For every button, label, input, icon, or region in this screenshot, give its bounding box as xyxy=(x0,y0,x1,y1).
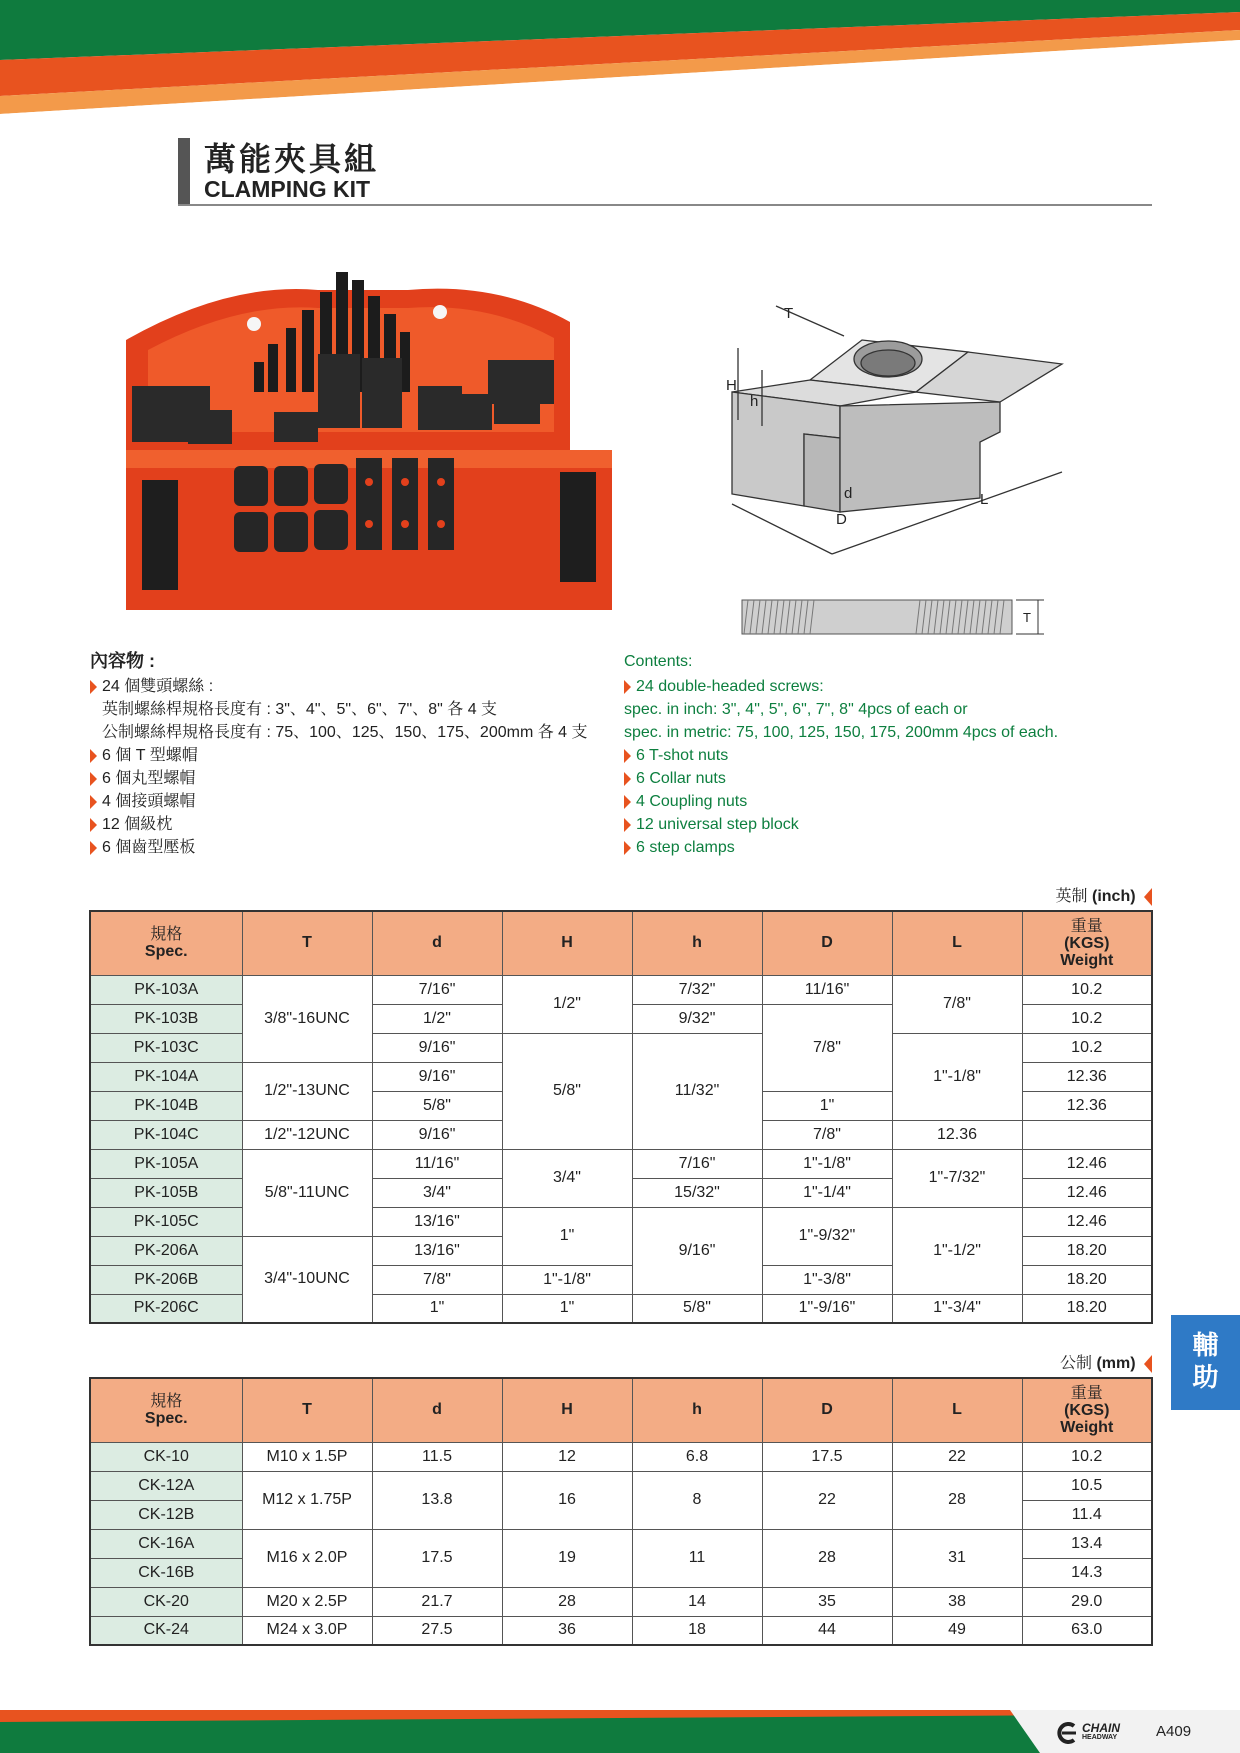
contents-item xyxy=(90,744,620,767)
col-header-L: L xyxy=(892,1378,1022,1442)
cell-h: 6.8 xyxy=(632,1442,762,1471)
dim-label-D: D xyxy=(836,511,847,528)
cell-weight: 10.2 xyxy=(1022,975,1152,1004)
header-band xyxy=(0,0,1240,120)
bullet-arrow-icon xyxy=(624,772,631,786)
category-side-tab[interactable] xyxy=(1171,1315,1240,1410)
title-divider xyxy=(178,204,1152,206)
cell-d: 9/16" xyxy=(372,1033,502,1062)
clamping-kit-photo xyxy=(118,262,612,616)
cell-weight: 12.46 xyxy=(1022,1149,1152,1178)
cell-d: 3/4" xyxy=(372,1178,502,1207)
contents-subitem: 英制螺絲桿規格長度有 : 3"、4"、5"、6"、7"、8" 各 4 支 xyxy=(102,701,498,718)
bullet-arrow-icon xyxy=(90,818,97,832)
cell-L: 1"-1/8" xyxy=(892,1033,1022,1120)
cell-H: 28 xyxy=(502,1587,632,1616)
footer-band xyxy=(0,1710,1240,1753)
table-row xyxy=(90,1616,1152,1645)
cell-H: 5/8" xyxy=(502,1033,632,1149)
cell-h: 9/32" xyxy=(632,1004,762,1033)
dim-label-h: h xyxy=(750,393,759,410)
cell-spec: PK-206A xyxy=(90,1236,242,1265)
page-title-en: CLAMPING KIT xyxy=(204,176,371,202)
cell-spec: PK-105C xyxy=(90,1207,242,1236)
cell-D: 22 xyxy=(762,1471,892,1529)
cell-h: 11/32" xyxy=(632,1033,762,1149)
cell-d: 9/16" xyxy=(372,1120,502,1149)
brand-subname: HEADWAY xyxy=(1082,1734,1118,1741)
unit-zh: 英制 xyxy=(1055,888,1088,905)
col-header-D: D xyxy=(762,911,892,975)
cell-T: M20 x 2.5P xyxy=(242,1587,372,1616)
contents-item-label: 6 T-shot nuts xyxy=(636,747,729,764)
cell-spec: CK-12B xyxy=(90,1500,242,1529)
cell-T: 3/8"-16UNC xyxy=(242,975,372,1062)
col-header-T: T xyxy=(242,911,372,975)
bullet-arrow-icon xyxy=(90,680,97,694)
cell-spec: CK-16A xyxy=(90,1529,242,1558)
bullet-arrow-icon xyxy=(624,680,631,694)
cell-H: 12 xyxy=(502,1442,632,1471)
contents-item xyxy=(624,675,1134,698)
cell-D: 1"-9/32" xyxy=(762,1207,892,1265)
cell-d: 5/8" xyxy=(372,1091,502,1120)
contents-item xyxy=(624,767,1134,790)
contents-item-label: 12 個級枕 xyxy=(102,816,173,833)
cell-weight: 11.4 xyxy=(1022,1500,1152,1529)
cell-d: 13/16" xyxy=(372,1207,502,1236)
contents-list-zh xyxy=(90,650,620,859)
cell-D: 7/8" xyxy=(762,1120,892,1149)
cell-weight: 13.4 xyxy=(1022,1529,1152,1558)
contents-subitem: spec. in inch: 3", 4", 5", 6", 7", 8" 4pcs of each or xyxy=(624,701,968,718)
cell-d: 11/16" xyxy=(372,1149,502,1178)
cell-H: 3/4" xyxy=(502,1149,632,1207)
contents-heading-zh: 內容物 : xyxy=(90,651,155,671)
cell-weight: 14.3 xyxy=(1022,1558,1152,1587)
cell-h: 5/8" xyxy=(632,1294,762,1323)
cell-d: 13/16" xyxy=(372,1236,502,1265)
cell-T: M16 x 2.0P xyxy=(242,1529,372,1587)
cell-weight: 29.0 xyxy=(1022,1587,1152,1616)
cell-d: 27.5 xyxy=(372,1616,502,1645)
inch-spec-table xyxy=(89,910,1153,1324)
cell-D: 44 xyxy=(762,1616,892,1645)
bullet-arrow-icon xyxy=(90,772,97,786)
contents-subitem: 公制螺絲桿規格長度有 : 75、100、125、150、175、200mm 各 4 支 xyxy=(102,724,588,741)
cell-L: 1"-1/2" xyxy=(892,1207,1022,1294)
cell-D: 35 xyxy=(762,1587,892,1616)
bullet-arrow-icon xyxy=(90,749,97,763)
cell-weight: 12.36 xyxy=(1022,1091,1152,1120)
contents-item xyxy=(624,836,1134,859)
cell-H: 19 xyxy=(502,1529,632,1587)
cell-d: 7/16" xyxy=(372,975,502,1004)
bullet-arrow-icon xyxy=(624,841,631,855)
cell-h: 14 xyxy=(632,1587,762,1616)
cell-spec: CK-20 xyxy=(90,1587,242,1616)
cell-weight: 10.2 xyxy=(1022,1033,1152,1062)
col-header-weight: 重量 (KGS) Weight xyxy=(1022,1378,1152,1442)
col-header-H: H xyxy=(502,1378,632,1442)
cell-h: 15/32" xyxy=(632,1178,762,1207)
col-header-spec: 規格 Spec. xyxy=(90,1378,242,1442)
cell-spec: PK-104A xyxy=(90,1062,242,1091)
col-header-weight: 重量 (KGS) Weight xyxy=(1022,911,1152,975)
cell-weight: 10.2 xyxy=(1022,1004,1152,1033)
cell-d: 9/16" xyxy=(372,1062,502,1091)
cell-T: M10 x 1.5P xyxy=(242,1442,372,1471)
cell-spec: PK-103B xyxy=(90,1004,242,1033)
cell-d: 21.7 xyxy=(372,1587,502,1616)
dim-label-d: d xyxy=(844,485,853,502)
contents-item-label: 6 step clamps xyxy=(636,839,735,856)
unit-zh: 公制 xyxy=(1059,1355,1092,1372)
cell-spec: PK-105B xyxy=(90,1178,242,1207)
col-header-T: T xyxy=(242,1378,372,1442)
cell-D: 1"-1/4" xyxy=(762,1178,892,1207)
mm-spec-table xyxy=(89,1377,1153,1646)
cell-D: 1"-1/8" xyxy=(762,1149,892,1178)
dim-label-stud-T: T xyxy=(1023,610,1031,625)
brand-name: CHAIN xyxy=(1082,1721,1120,1735)
cell-d: 7/8" xyxy=(372,1265,502,1294)
inch-unit-label xyxy=(900,883,1152,906)
contents-item-label: 6 個丸型螺帽 xyxy=(102,770,196,787)
stud-diagram xyxy=(740,592,1052,642)
unit-en: (inch) xyxy=(1092,888,1136,905)
contents-item xyxy=(624,790,1134,813)
cell-D: 28 xyxy=(762,1529,892,1587)
cell-spec: PK-103A xyxy=(90,975,242,1004)
bullet-arrow-icon xyxy=(90,795,97,809)
contents-item xyxy=(624,813,1134,836)
cell-weight: 12.46 xyxy=(1022,1178,1152,1207)
page-number: A409 xyxy=(1156,1723,1192,1740)
col-header-L: L xyxy=(892,911,1022,975)
cell-spec: CK-16B xyxy=(90,1558,242,1587)
cell-d: 11.5 xyxy=(372,1442,502,1471)
cell-spec: PK-206C xyxy=(90,1294,242,1323)
table-row xyxy=(90,1587,1152,1616)
mm-unit-label xyxy=(900,1350,1152,1373)
contents-item xyxy=(90,675,620,698)
brand-mark-icon xyxy=(1056,1722,1078,1744)
cell-d: 17.5 xyxy=(372,1529,502,1587)
cell-D: 1"-3/8" xyxy=(762,1265,892,1294)
cell-h: 7/32" xyxy=(632,975,762,1004)
title-accent-bar xyxy=(178,138,190,206)
cell-d: 13.8 xyxy=(372,1471,502,1529)
cell-L: 22 xyxy=(892,1442,1022,1471)
dim-label-T: T xyxy=(784,305,794,322)
cell-T: 1/2"-12UNC xyxy=(242,1120,372,1149)
unit-en: (mm) xyxy=(1096,1355,1136,1372)
cell-spec: CK-24 xyxy=(90,1616,242,1645)
cell-H: 1/2" xyxy=(502,975,632,1033)
col-header-d: d xyxy=(372,1378,502,1442)
cell-L: 28 xyxy=(892,1471,1022,1529)
contents-item xyxy=(624,744,1134,767)
cell-H: 36 xyxy=(502,1616,632,1645)
cell-weight: 18.20 xyxy=(1022,1236,1152,1265)
cell-h: 18 xyxy=(632,1616,762,1645)
bullet-arrow-icon xyxy=(624,749,631,763)
cell-h: 7/16" xyxy=(632,1149,762,1178)
contents-item-label: 24 個雙頭螺絲 : xyxy=(102,678,214,695)
cell-H: 1" xyxy=(502,1294,632,1323)
cell-L: 31 xyxy=(892,1529,1022,1587)
cell-weight: 63.0 xyxy=(1022,1616,1152,1645)
cell-H: 1"-1/8" xyxy=(502,1265,632,1294)
contents-item xyxy=(90,767,620,790)
cell-D: 11/16" xyxy=(762,975,892,1004)
cell-T: 1/2"-13UNC xyxy=(242,1062,372,1120)
contents-item-label: 6 Collar nuts xyxy=(636,770,726,787)
col-header-D: D xyxy=(762,1378,892,1442)
cell-H: 1" xyxy=(502,1207,632,1265)
col-header-spec: 規格 Spec. xyxy=(90,911,242,975)
unit-marker-icon xyxy=(1144,888,1152,906)
col-header-h: h xyxy=(632,1378,762,1442)
cell-H: 16 xyxy=(502,1471,632,1529)
dim-label-H: H xyxy=(726,377,737,394)
cell-spec: PK-103C xyxy=(90,1033,242,1062)
cell-weight: 18.20 xyxy=(1022,1265,1152,1294)
table-header-row xyxy=(90,911,1152,975)
cell-spec: PK-105A xyxy=(90,1149,242,1178)
cell-D: 1"-9/16" xyxy=(762,1294,892,1323)
table-row xyxy=(90,1442,1152,1471)
cell-T: M12 x 1.75P xyxy=(242,1471,372,1529)
col-header-H: H xyxy=(502,911,632,975)
cell-weight: 10.5 xyxy=(1022,1471,1152,1500)
table-row xyxy=(90,1471,1152,1500)
cell-weight: 12.36 xyxy=(1022,1062,1152,1091)
contents-item-label: 12 universal step block xyxy=(636,816,799,833)
contents-item-label: 4 個接頭螺帽 xyxy=(102,793,196,810)
side-tab-char: 助 xyxy=(1192,1362,1219,1392)
contents-list-en xyxy=(624,650,1134,859)
cell-d: 1/2" xyxy=(372,1004,502,1033)
cell-spec: PK-206B xyxy=(90,1265,242,1294)
cell-weight: 18.20 xyxy=(1022,1294,1152,1323)
col-header-d: d xyxy=(372,911,502,975)
cell-L: 1"-7/32" xyxy=(892,1149,1022,1207)
contents-item-label: 24 double-headed screws: xyxy=(636,678,824,695)
table-row xyxy=(90,975,1152,1004)
cell-weight: 10.2 xyxy=(1022,1442,1152,1471)
cell-spec: CK-12A xyxy=(90,1471,242,1500)
cell-spec: PK-104C xyxy=(90,1120,242,1149)
contents-heading-en: Contents: xyxy=(624,653,693,670)
contents-item xyxy=(90,790,620,813)
cell-h: 9/16" xyxy=(632,1207,762,1294)
col-header-h: h xyxy=(632,911,762,975)
table-row xyxy=(90,1529,1152,1558)
contents-item-label: 6 個 T 型螺帽 xyxy=(102,747,198,764)
table-header-row xyxy=(90,1378,1152,1442)
cell-D: 1" xyxy=(762,1091,892,1120)
cell-h: 11 xyxy=(632,1529,762,1587)
table-row xyxy=(90,1149,1152,1178)
cell-L: 1"-3/4" xyxy=(892,1294,1022,1323)
cell-h: 8 xyxy=(632,1471,762,1529)
contents-item-label: 6 個齒型壓板 xyxy=(102,839,196,856)
bullet-arrow-icon xyxy=(90,841,97,855)
contents-subitem: spec. in metric: 75, 100, 125, 150, 175, 200mm 4pcs of each. xyxy=(624,724,1059,741)
cell-L: 38 xyxy=(892,1587,1022,1616)
page-title-zh: 萬能夾具組 xyxy=(204,141,380,177)
cell-D: 7/8" xyxy=(762,1004,892,1091)
dim-label-L: L xyxy=(980,491,989,508)
contents-item xyxy=(90,836,620,859)
contents-item xyxy=(90,813,620,836)
bullet-arrow-icon xyxy=(624,795,631,809)
cell-spec: CK-10 xyxy=(90,1442,242,1471)
cell-T: 5/8"-11UNC xyxy=(242,1149,372,1236)
cell-weight: 12.46 xyxy=(1022,1207,1152,1236)
cell-T: M24 x 3.0P xyxy=(242,1616,372,1645)
bullet-arrow-icon xyxy=(624,818,631,832)
cell-L: 7/8" xyxy=(892,975,1022,1033)
cell-d: 1" xyxy=(372,1294,502,1323)
side-tab-char: 輔 xyxy=(1192,1330,1219,1360)
contents-item-label: 4 Coupling nuts xyxy=(636,793,748,810)
t-nut-diagram xyxy=(726,292,1062,554)
cell-D: 17.5 xyxy=(762,1442,892,1471)
chain-headway-logo xyxy=(1056,1720,1138,1746)
cell-T: 3/4"-10UNC xyxy=(242,1236,372,1323)
cell-spec: PK-104B xyxy=(90,1091,242,1120)
cell-L: 49 xyxy=(892,1616,1022,1645)
unit-marker-icon xyxy=(1144,1355,1152,1373)
cell-weight: 12.36 xyxy=(892,1120,1022,1149)
